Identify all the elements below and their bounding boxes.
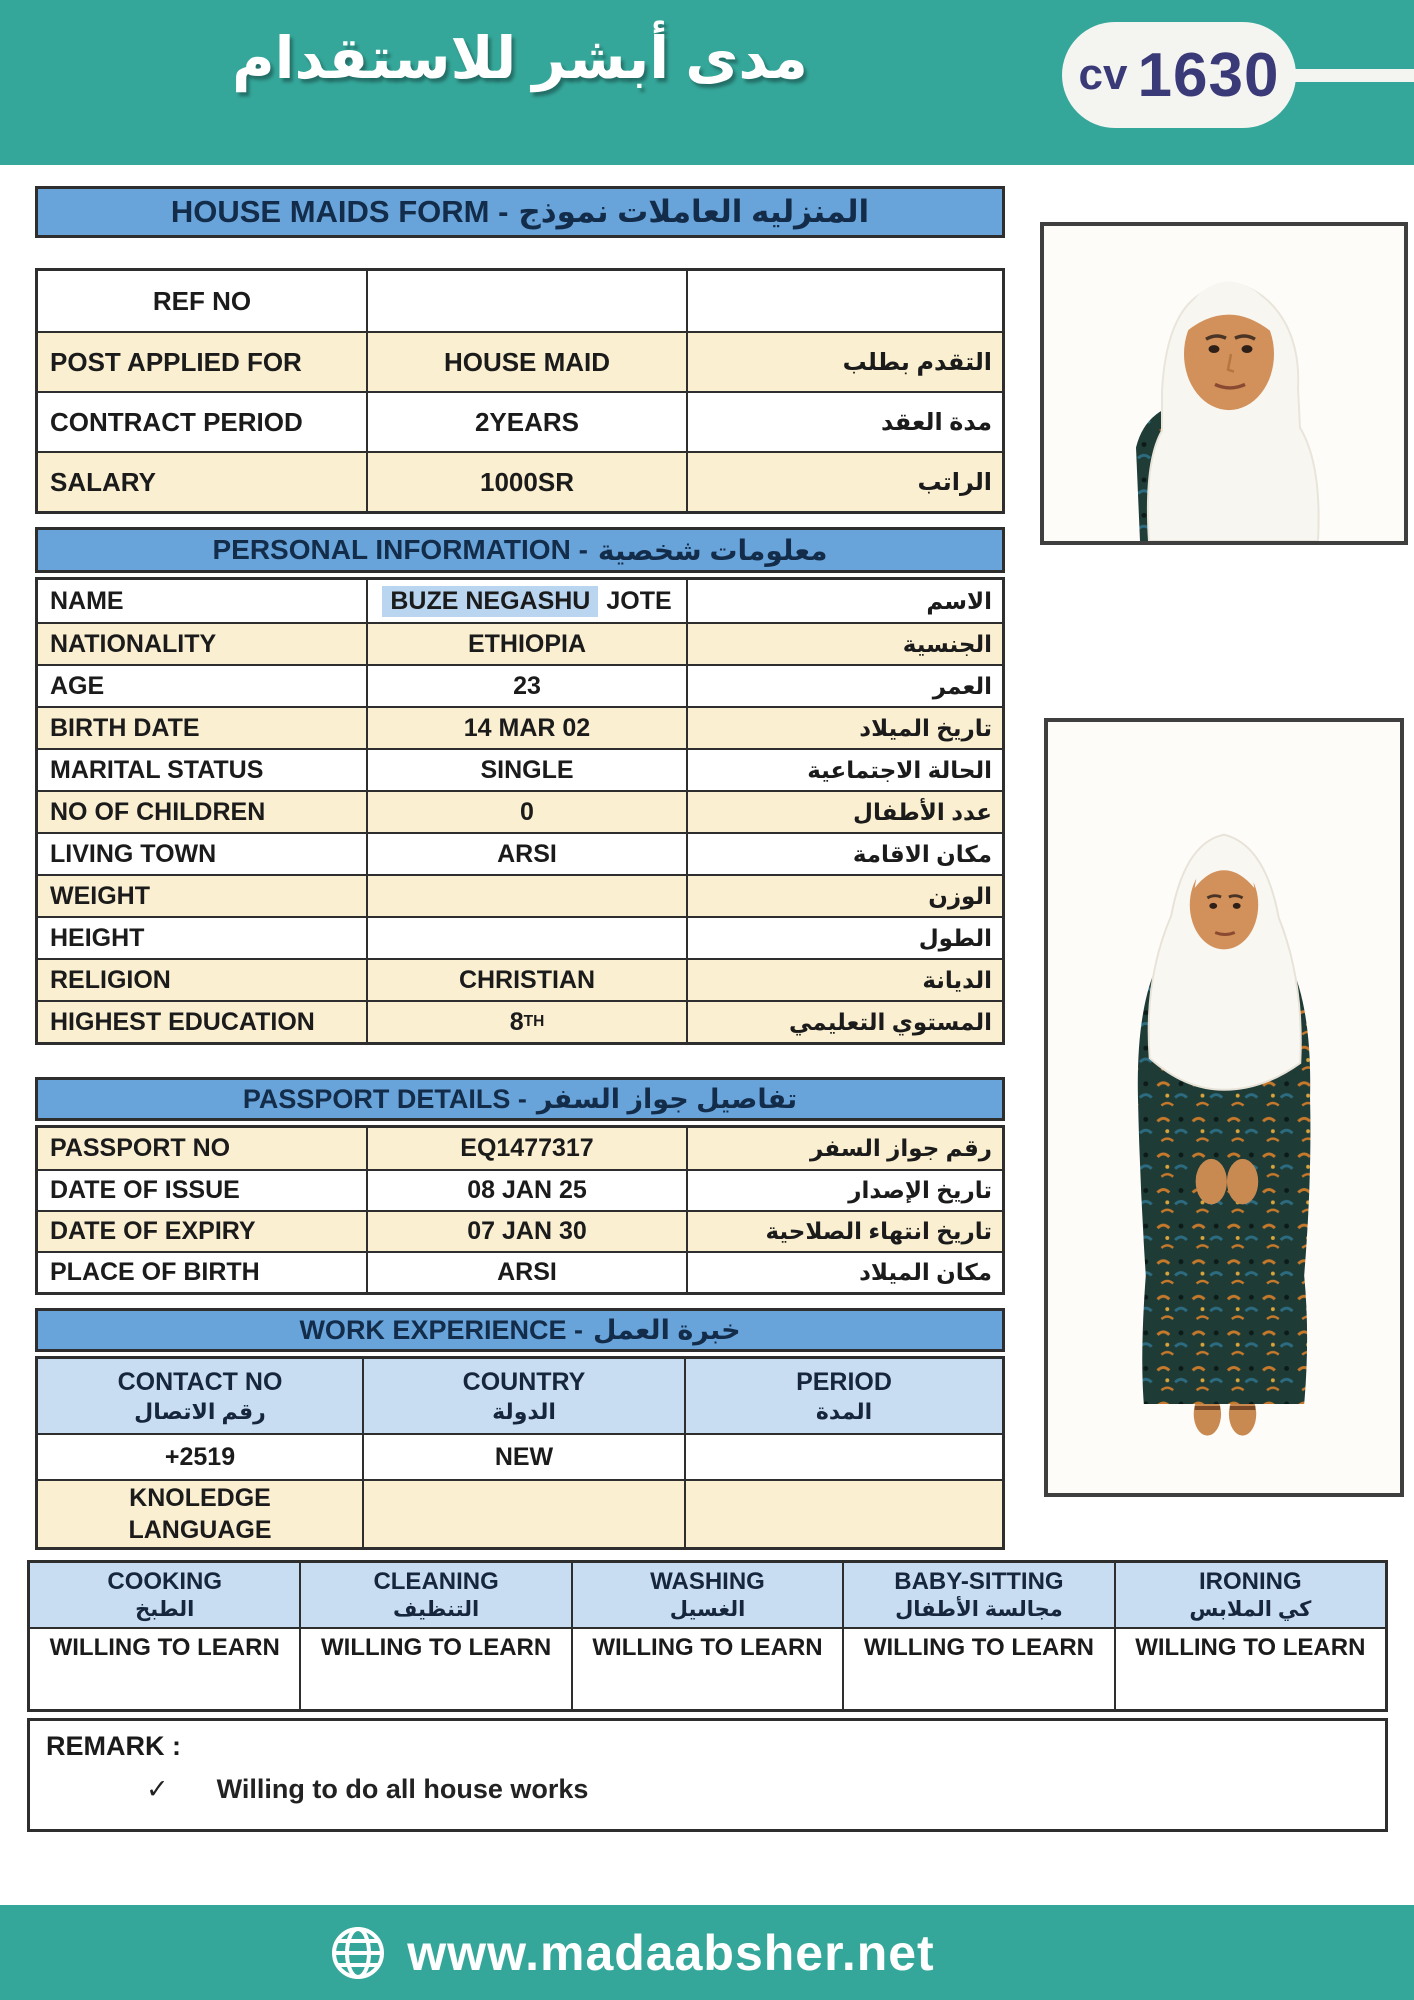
row-arabic-label: الديانة <box>686 960 1002 1000</box>
table-row <box>38 1251 1002 1292</box>
remark-label: REMARK : <box>46 1731 181 1761</box>
application-summary-table <box>35 268 1005 514</box>
table-row <box>38 1000 1002 1042</box>
row-value: 0 <box>366 792 686 832</box>
skills-value-row <box>30 1627 1385 1709</box>
period-value <box>684 1435 1002 1479</box>
work-data-row <box>38 1433 1002 1479</box>
row-label: HEIGHT <box>50 923 145 952</box>
skills-table <box>27 1560 1388 1712</box>
row-value: EQ1477317 <box>366 1128 686 1169</box>
row-label: POST APPLIED FOR <box>50 346 302 377</box>
row-arabic-label: التقدم بطلب <box>686 333 1002 391</box>
form-title-en: HOUSE MAIDS FORM - <box>170 194 509 229</box>
row-value: 08 JAN 25 <box>366 1171 686 1210</box>
full-body-photo-drawing <box>1048 722 1400 1493</box>
row-arabic-label: مدة العقد <box>686 393 1002 451</box>
row-value <box>366 271 686 331</box>
row-arabic-label: مكان الاقامة <box>686 834 1002 874</box>
table-row <box>38 1128 1002 1169</box>
table-row <box>38 916 1002 958</box>
row-label: NO OF CHILDREN <box>50 797 266 826</box>
name-rest-part: JOTE <box>606 586 672 615</box>
badge-connector-line <box>1290 69 1414 82</box>
table-row <box>38 706 1002 748</box>
skill-column-header <box>299 1563 570 1627</box>
cv-prefix-label: cv <box>1078 50 1128 99</box>
knowledge-line2: LANGUAGE <box>128 1516 272 1544</box>
work-header-row <box>38 1359 1002 1433</box>
row-value <box>366 876 686 916</box>
table-row <box>38 664 1002 706</box>
cv-number-badge <box>1062 22 1296 128</box>
skill-value: WILLING TO LEARN <box>299 1629 570 1709</box>
row-label: NAME <box>50 586 124 615</box>
row-value: ARSI <box>366 834 686 874</box>
skill-header-en: IRONING <box>1198 1568 1302 1595</box>
country-value: NEW <box>362 1435 684 1479</box>
row-label: AGE <box>50 671 105 700</box>
row-value: ARSI <box>366 1253 686 1292</box>
row-value: 07 JAN 30 <box>366 1212 686 1251</box>
applicant-portrait-photo <box>1040 222 1408 545</box>
knowledge-language-row <box>38 1479 1002 1547</box>
table-row <box>38 580 1002 622</box>
skill-column-header <box>571 1563 842 1627</box>
work-experience-table <box>35 1356 1005 1550</box>
row-arabic-label: الوزن <box>686 876 1002 916</box>
table-row <box>38 832 1002 874</box>
passport-details-table <box>35 1125 1005 1295</box>
section-title-ar: خبرة العمل <box>592 1314 741 1345</box>
footer-band <box>0 1905 1414 2000</box>
skill-header-ar: الغسيل <box>669 1597 746 1621</box>
row-label: HIGHEST EDUCATION <box>50 1007 315 1036</box>
column-header-ar: الدولة <box>492 1398 556 1424</box>
section-title-ar: معلومات شخصية <box>597 534 828 566</box>
row-label: PLACE OF BIRTH <box>50 1258 260 1286</box>
skill-column-header <box>30 1563 299 1627</box>
remark-line <box>46 1774 1369 1805</box>
skill-value: WILLING TO LEARN <box>1114 1629 1385 1709</box>
skill-header-ar: مجالسة الأطفال <box>895 1597 1063 1621</box>
table-row <box>38 874 1002 916</box>
website-url: www.madaabsher.net <box>407 1924 935 1981</box>
row-label: NATIONALITY <box>50 629 217 658</box>
table-row <box>38 748 1002 790</box>
cv-number-value: 1630 <box>1137 40 1280 110</box>
work-experience-title-bar <box>35 1308 1005 1352</box>
form-title-ar: المنزليه العاملات نموذج <box>518 194 870 229</box>
row-arabic-label: الحالة الاجتماعية <box>686 750 1002 790</box>
row-label: WEIGHT <box>50 881 150 910</box>
column-header-en: CONTACT NO <box>117 1367 283 1396</box>
skill-column-header <box>842 1563 1113 1627</box>
row-arabic-label: العمر <box>686 666 1002 706</box>
knowledge-language-label <box>38 1481 362 1547</box>
knowledge-line1: KNOLEDGE <box>129 1483 271 1512</box>
applicant-full-body-photo <box>1044 718 1404 1497</box>
section-title-en: PERSONAL INFORMATION - <box>212 534 588 565</box>
row-label: CONTRACT PERIOD <box>50 406 303 437</box>
table-row <box>38 331 1002 391</box>
row-value: 2YEARS <box>366 393 686 451</box>
row-arabic-label <box>686 271 1002 331</box>
skill-value: WILLING TO LEARN <box>571 1629 842 1709</box>
skill-header-ar: الطبخ <box>135 1597 195 1621</box>
row-label: BIRTH DATE <box>50 713 200 742</box>
empty-cell <box>684 1481 1002 1547</box>
skills-header-row <box>30 1563 1385 1627</box>
contact-no-value: +2519 <box>164 1442 236 1471</box>
row-label: DATE OF EXPIRY <box>50 1217 256 1245</box>
row-value: SINGLE <box>366 750 686 790</box>
row-value-education <box>366 1002 686 1042</box>
section-title-en: WORK EXPERIENCE - <box>299 1314 583 1345</box>
row-arabic-label: تاريخ الميلاد <box>686 708 1002 748</box>
column-header-ar: المدة <box>815 1398 873 1424</box>
column-header-en: COUNTRY <box>462 1367 586 1396</box>
skill-value: WILLING TO LEARN <box>49 1634 280 1661</box>
education-superscript: TH <box>523 1013 545 1030</box>
row-arabic-label: المستوي التعليمي <box>686 1002 1002 1042</box>
row-value: 14 MAR 02 <box>366 708 686 748</box>
row-value: CHRISTIAN <box>366 960 686 1000</box>
row-arabic-label: عدد الأطفال <box>686 792 1002 832</box>
portrait-photo-drawing <box>1044 226 1404 541</box>
table-row <box>38 1210 1002 1251</box>
remark-text: Willing to do all house works <box>216 1774 589 1804</box>
agency-brand-arabic: مدى أبشر للاستقدام <box>232 26 808 91</box>
skill-header-en: WASHING <box>650 1568 765 1595</box>
row-arabic-label: مكان الميلاد <box>686 1253 1002 1292</box>
row-value: 1000SR <box>366 453 686 511</box>
row-arabic-label: الطول <box>686 918 1002 958</box>
table-row <box>38 1169 1002 1210</box>
skill-header-ar: كي الملابس <box>1189 1597 1312 1621</box>
section-title-ar: تفاصيل جواز السفر <box>536 1083 798 1114</box>
skill-header-en: COOKING <box>107 1568 223 1595</box>
table-row <box>38 391 1002 451</box>
row-value: ETHIOPIA <box>366 624 686 664</box>
remark-box <box>27 1718 1388 1832</box>
table-row <box>38 271 1002 331</box>
personal-information-table <box>35 577 1005 1045</box>
row-label: MARITAL STATUS <box>50 755 264 784</box>
skill-header-en: BABY-SITTING <box>894 1568 1064 1595</box>
skill-column-header <box>1114 1563 1385 1627</box>
column-header-ar: رقم الاتصال <box>134 1398 266 1424</box>
row-arabic-label: تاريخ انتهاء الصلاحية <box>686 1212 1002 1251</box>
column-header-en: PERIOD <box>796 1367 892 1396</box>
passport-details-title-bar <box>35 1077 1005 1121</box>
row-label: SALARY <box>50 466 156 497</box>
column-header <box>38 1359 362 1433</box>
row-value <box>366 918 686 958</box>
checkmark-icon: ✓ <box>146 1774 169 1804</box>
row-arabic-label: رقم جواز السفر <box>686 1128 1002 1169</box>
row-arabic-label: الاسم <box>686 580 1002 622</box>
row-value: 23 <box>366 666 686 706</box>
education-base: 8 <box>509 1007 524 1036</box>
row-label: REF NO <box>152 285 252 316</box>
table-row <box>38 451 1002 511</box>
skill-value: WILLING TO LEARN <box>842 1629 1113 1709</box>
table-row <box>38 958 1002 1000</box>
column-header <box>684 1359 1002 1433</box>
globe-icon <box>329 1924 387 1982</box>
table-row <box>38 622 1002 664</box>
form-title-bar <box>35 186 1005 238</box>
row-value: HOUSE MAID <box>366 333 686 391</box>
row-arabic-label: تاريخ الإصدار <box>686 1171 1002 1210</box>
row-label: PASSPORT NO <box>50 1134 231 1162</box>
skill-header-en: CLEANING <box>373 1568 499 1595</box>
row-label: DATE OF ISSUE <box>50 1176 240 1204</box>
row-arabic-label: الراتب <box>686 453 1002 511</box>
table-row <box>38 790 1002 832</box>
row-arabic-label: الجنسية <box>686 624 1002 664</box>
row-label: LIVING TOWN <box>50 839 217 868</box>
skill-header-ar: التنظيف <box>392 1597 480 1621</box>
section-title-en: PASSPORT DETAILS - <box>242 1083 527 1114</box>
row-label: RELIGION <box>50 965 171 994</box>
row-value-name <box>366 580 686 622</box>
empty-cell <box>362 1481 684 1547</box>
personal-information-title-bar <box>35 527 1005 573</box>
column-header <box>362 1359 684 1433</box>
name-highlighted-part: BUZE NEGASHU <box>382 586 598 617</box>
